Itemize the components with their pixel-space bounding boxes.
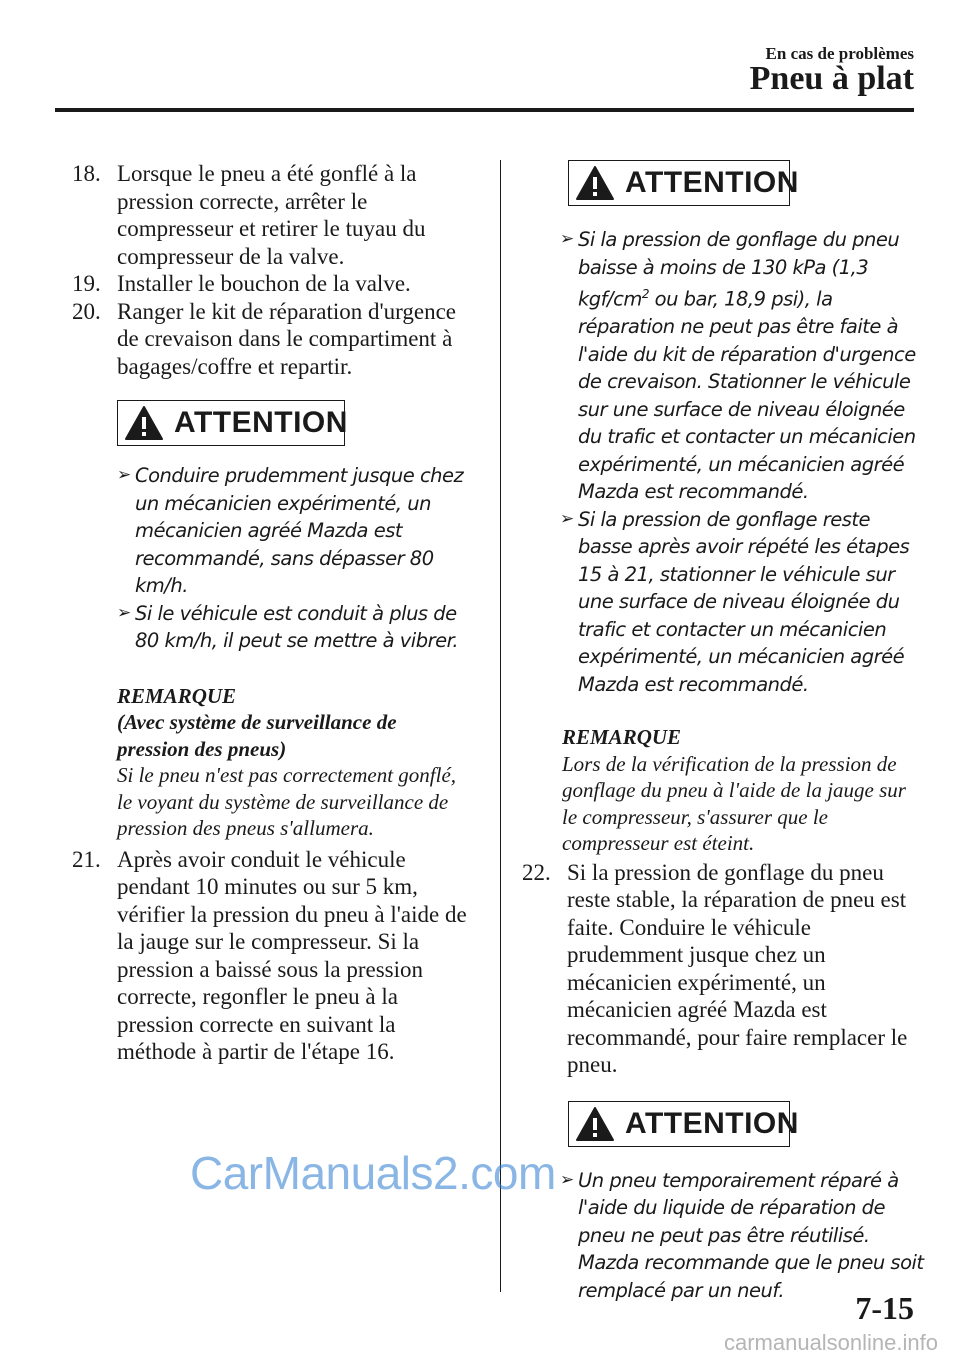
bullet-item: ➢ Si la pression de gonflage du pneu baisse à moins de 130 kPa (1,3 kgf/$cm^2$ ou bar, 18,9 psi), la réparation ne peut pas être faite à l'aide du kit de réparation d'urgence de crevaison. Stationner le véhicule sur une surface de niveau éloignée du trafic et contacter un mécanicien expérimenté, un mécanicien agréé Mazda est recommandé.: [560, 228, 916, 503]
section-title: En cas de problèmes: [765, 44, 914, 63]
note-title: REMARQUE: [117, 683, 237, 708]
step-text: Après avoir conduit le véhicule pendant 10 minutes ou sur 5 km, vérifier la pression du pneu à l'aide de la jauge sur le compresseur. Si la pression a baissé sous la pression correcte, regonfler le pneu à la pression correcte en suivant la méthode à partir de l'étape 16.: [117, 846, 467, 1064]
warning-triangle-icon: [575, 1106, 615, 1142]
right-column: [524, 160, 924, 1304]
attention-bullets: [560, 1167, 924, 1305]
step-number: 19.: [72, 271, 101, 296]
step-text: Lorsque le pneu a été gonflé à la pression correcte, arrêter le compresseur et retirer le tuyau du compresseur de la valve.: [117, 161, 426, 269]
step-number: 22.: [522, 859, 551, 885]
arrowhead-bullet-icon: ➢: [560, 508, 574, 529]
attention-box: [568, 160, 799, 206]
superscript: 2: [641, 287, 649, 301]
step-text: Ranger le kit de réparation d'urgence de crevaison dans le compartiment à bagages/coffre et repartir.: [117, 298, 456, 379]
page-number: 7-15: [855, 1290, 914, 1326]
warning-triangle-icon: [124, 405, 164, 441]
left-column: [72, 160, 472, 1066]
carmanuals-watermark: CarManuals2.com: [190, 1147, 556, 1199]
step-18: [72, 160, 472, 270]
step-number: 21.: [72, 846, 101, 872]
note-block: [117, 683, 472, 842]
note-block: [562, 724, 924, 857]
arrowhead-bullet-icon: ➢: [117, 602, 131, 623]
step-22: [522, 859, 922, 1079]
step-19: [72, 270, 472, 298]
online-watermark: carmanualsonline.info: [723, 1330, 938, 1355]
header-rule: [55, 108, 914, 112]
note-text: Si le pneu n'est pas correctement gonflé, le voyant du système de surveillance de pression des pneus s'allumera.: [117, 763, 457, 840]
step-21: [72, 846, 472, 1066]
step-number: 20.: [72, 298, 101, 324]
step-text: Si la pression de gonflage du pneu reste stable, la réparation de pneu est faite. Conduire le véhicule prudemment jusque chez un mécanicien expérimenté, un mécanicien agréé Mazda est recommandé, pour faire remplacer le pneu.: [567, 859, 908, 1077]
bullet-item: ➢ Conduire prudemment jusque chez un mécanicien expérimenté, un mécanicien agréé Mazda est recommandé, sans dépasser 80 km/h.: [117, 464, 464, 597]
note-subtitle: (Avec système de surveillance de pression des pneus): [117, 710, 397, 761]
attention-box: [117, 400, 348, 446]
step-number: 18.: [72, 161, 101, 186]
note-title: REMARQUE: [562, 725, 682, 749]
arrowhead-bullet-icon: ➢: [560, 1169, 574, 1190]
attention-bullets: [560, 226, 924, 698]
bullet-item: ➢ Si la pression de gonflage reste basse après avoir répété les étapes 15 à 21, stationner le véhicule sur une surface de niveau éloignée du trafic et contacter un mécanicien expérimenté, un mécanicien agréé Mazda est recommandé.: [560, 507, 910, 696]
bullet-item: ➢ Un pneu temporairement réparé à l'aide du liquide de réparation de pneu ne peut pas être réutilisé. Mazda recommande que le pneu soit remplacé par un neuf.: [560, 1168, 924, 1302]
attention-label: ATTENTION: [625, 166, 799, 199]
attention-label: ATTENTION: [625, 1106, 799, 1140]
step-20: [72, 298, 472, 381]
attention-label: ATTENTION: [174, 406, 348, 439]
arrowhead-bullet-icon: ➢: [117, 465, 131, 485]
attention-bullets: [117, 462, 472, 655]
warning-triangle-icon: [575, 165, 615, 201]
arrowhead-bullet-icon: ➢: [560, 229, 574, 249]
step-text: Installer le bouchon de la valve.: [117, 271, 411, 296]
attention-box: [568, 1101, 799, 1147]
column-divider: [500, 160, 501, 1292]
page-title: Pneu à plat: [749, 60, 914, 97]
bullet-item: ➢ Si le véhicule est conduit à plus de 80 km/h, il peut se mettre à vibrer.: [117, 601, 459, 652]
note-text: Lors de la vérification de la pression de gonflage du pneu à l'aide de la jauge sur le compresseur, s'assurer que le compresseur est éteint.: [562, 751, 906, 855]
